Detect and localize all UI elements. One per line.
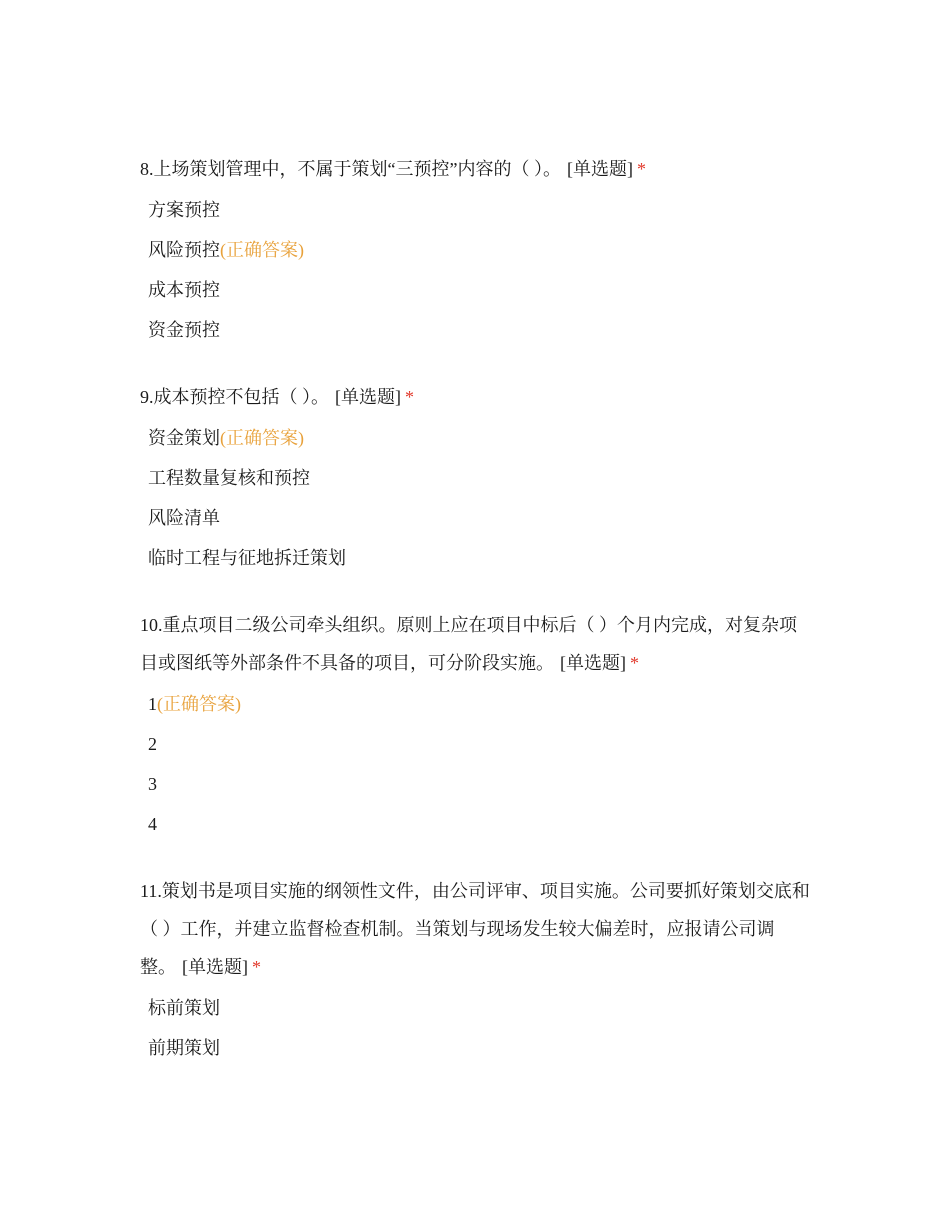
option[interactable]: 4 <box>148 814 157 834</box>
question-type: [单选题] <box>566 159 633 179</box>
survey-page <box>140 150 810 1096</box>
question-8 <box>140 150 810 350</box>
question-number: 9. <box>140 387 154 407</box>
option[interactable]: 风险预控(正确答案) <box>148 240 304 260</box>
option[interactable]: 资金预控 <box>148 320 220 340</box>
required-marker: * <box>630 653 639 673</box>
question-text: 上场策划管理中，不属于策划“三预控”内容的（ ）。 <box>153 159 561 179</box>
option[interactable]: 方案预控 <box>148 200 220 220</box>
option[interactable]: 3 <box>148 774 157 794</box>
question-text: 成本预控不包括（ ）。 <box>153 387 329 407</box>
question-9 <box>140 378 810 578</box>
option-list <box>140 418 810 578</box>
question-title <box>140 872 810 986</box>
option-list <box>140 988 810 1068</box>
option[interactable]: 前期策划 <box>148 1038 220 1058</box>
question-number: 10. <box>140 615 163 635</box>
option[interactable]: 临时工程与征地拆迁策划 <box>148 548 346 568</box>
option[interactable]: 标前策划 <box>148 998 220 1018</box>
question-type: [单选题] <box>335 387 401 407</box>
option-list <box>140 684 810 844</box>
required-marker: * <box>636 159 646 179</box>
question-type: [单选题] <box>182 957 248 977</box>
correct-answer-note: (正确答案) <box>220 428 304 448</box>
option[interactable]: 成本预控 <box>148 280 220 300</box>
question-number: 11. <box>140 881 162 901</box>
question-title <box>140 606 810 682</box>
correct-answer-note: (正确答案) <box>220 240 304 260</box>
question-title <box>140 150 810 188</box>
question-text: 策划书是项目实施的纲领性文件，由公司评审、项目实施。公司要抓好策划交底和（ ）工作，并建立监督检查机制。当策划与现场发生较大偏差时，应报请公司调整。 <box>140 881 810 977</box>
question-11 <box>140 872 810 1068</box>
question-title <box>140 378 810 416</box>
correct-answer-note: (正确答案) <box>157 694 241 714</box>
question-text: 重点项目二级公司牵头组织。原则上应在项目中标后（ ）个月内完成，对复杂项目或图纸等外部条件不具备的项目，可分阶段实施。 <box>140 615 797 673</box>
option[interactable]: 资金策划(正确答案) <box>148 428 304 448</box>
question-number: 8. <box>140 159 154 179</box>
option[interactable]: 工程数量复核和预控 <box>148 468 310 488</box>
option-list <box>140 190 810 350</box>
required-marker: * <box>405 387 414 407</box>
required-marker: * <box>252 957 261 977</box>
option[interactable]: 风险清单 <box>148 508 220 528</box>
option[interactable]: 1(正确答案) <box>148 694 241 714</box>
question-type: [单选题] <box>560 653 626 673</box>
option[interactable]: 2 <box>148 734 157 754</box>
question-10 <box>140 606 810 844</box>
